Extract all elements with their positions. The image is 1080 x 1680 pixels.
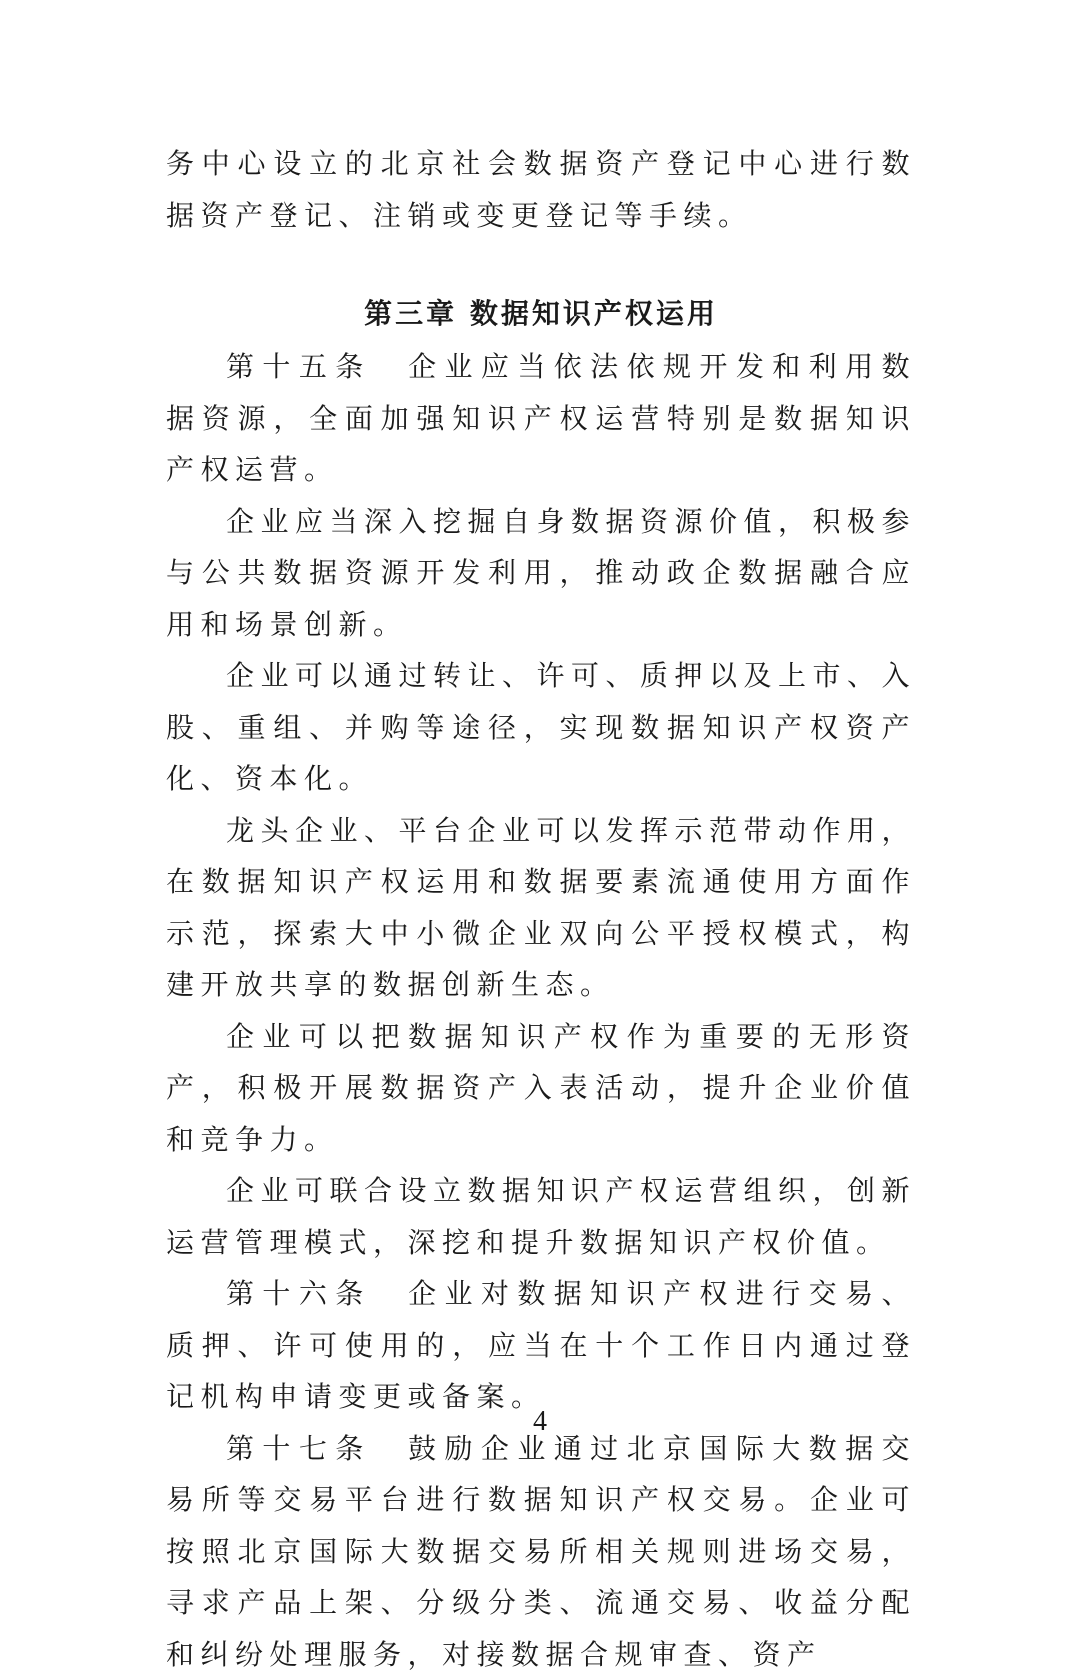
paragraph: 企业应当深入挖掘自身数据资源价值，积极参与公共数据资源开发利用，推动政企数据融合应用和场景创新。	[166, 496, 916, 651]
paragraph-text: 企业应当依法依规开发和利用数据资源，全面加强知识产权运营特别是数据知识产权运营。	[166, 350, 916, 486]
article-number: 第十五条	[226, 350, 372, 383]
paragraph-article-16	[166, 1268, 916, 1423]
page-number: 4	[0, 1402, 1080, 1442]
paragraph-article-17	[166, 1423, 916, 1680]
paragraph: 企业可以通过转让、许可、质押以及上市、入股、重组、并购等途径，实现数据知识产权资产化、资本化。	[166, 650, 916, 805]
article-number: 第十七条	[226, 1432, 372, 1465]
paragraph: 龙头企业、平台企业可以发挥示范带动作用，在数据知识产权运用和数据要素流通使用方面作示范，探索大中小微企业双向公平授权模式，构建开放共享的数据创新生态。	[166, 805, 916, 1011]
paragraph: 企业可以把数据知识产权作为重要的无形资产，积极开展数据资产入表活动，提升企业价值和竞争力。	[166, 1011, 916, 1166]
chapter-title: 第三章 数据知识产权运用	[166, 292, 916, 336]
paragraph: 企业可联合设立数据知识产权运营组织，创新运营管理模式，深挖和提升数据知识产权价值。	[166, 1165, 916, 1268]
article-number: 第十六条	[226, 1277, 372, 1310]
continuation-paragraph	[166, 138, 916, 241]
paragraph-continuation: 务中心设立的北京社会数据资产登记中心进行数据资产登记、注销或变更登记等手续。	[166, 138, 916, 241]
body-text	[166, 341, 916, 1680]
paragraph-text: 企业对数据知识产权进行交易、质押、许可使用的，应当在十个工作日内通过登记机构申请变更或备案。	[166, 1277, 916, 1413]
paragraph-article-15	[166, 341, 916, 496]
paragraph-text: 鼓励企业通过北京国际大数据交易所等交易平台进行数据知识产权交易。企业可按照北京国际大数据交易所相关规则进场交易，寻求产品上架、分级分类、流通交易、收益分配和纠纷处理服务，对接数据合规审查、资产	[166, 1432, 916, 1671]
